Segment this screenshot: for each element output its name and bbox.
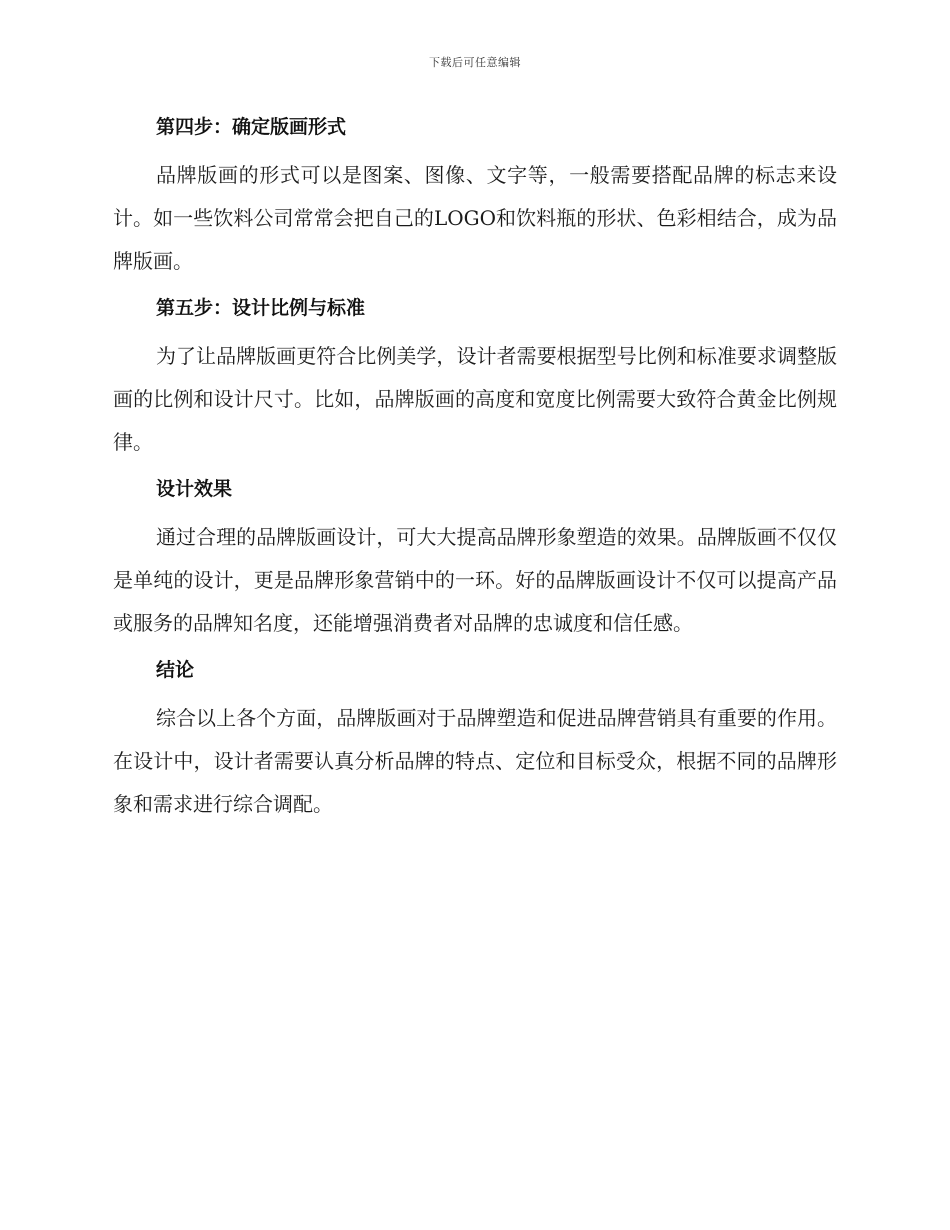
section-heading-step4: 第四步：确定版画形式 [156, 116, 347, 138]
page-header: 下载后可任意编辑 [429, 56, 521, 69]
section-paragraph-design-effect: 通过合理的品牌版画设计，可大大提高品牌形象塑造的效果。品牌版画不仅仅是单纯的设计，更是品牌形象营销中的一环。好的品牌版画设计不仅可以提高产品或服务的品牌知名度，还能增强消费者对品牌的忠诚度和信任感。 [113, 525, 837, 635]
section-paragraph-conclusion: 综合以上各个方面，品牌版画对于品牌塑造和促进品牌营销具有重要的作用。在设计中，设计者需要认真分析品牌的特点、定位和目标受众，根据不同的品牌形象和需求进行综合调配。 [113, 706, 837, 816]
document-body [113, 110, 837, 834]
section-paragraph-step5: 为了让品牌版画更符合比例美学，设计者需要根据型号比例和标准要求调整版画的比例和设计尺寸。比如，品牌版画的高度和宽度比例需要大致符合黄金比例规律。 [113, 344, 837, 454]
section-heading-step5: 第五步：设计比例与标准 [156, 297, 366, 319]
section-paragraph-step4: 品牌版画的形式可以是图案、图像、文字等，一般需要搭配品牌的标志来设计。如一些饮料公司常常会把自己的LOGO和饮料瓶的形状、色彩相结合，成为品牌版画。 [113, 163, 837, 273]
section-heading-design-effect: 设计效果 [156, 478, 233, 500]
section-heading-conclusion: 结论 [156, 659, 195, 681]
